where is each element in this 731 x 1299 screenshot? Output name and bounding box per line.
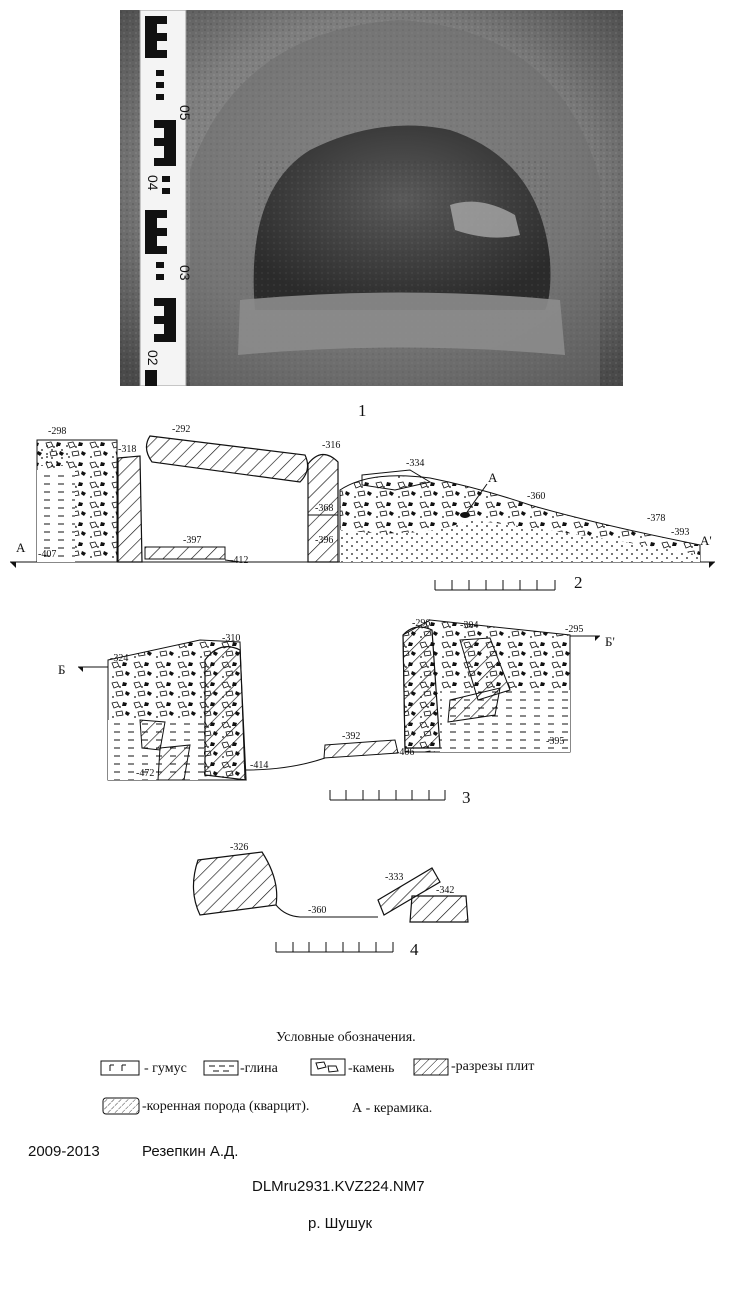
mark-318: -318 — [118, 444, 137, 455]
legend-ceramic-label: А - керамика. — [352, 1101, 433, 1116]
legend-slab-label: -разрезы плит — [451, 1059, 535, 1074]
mark-295: -295 — [565, 624, 584, 635]
ceramic-find-label: А — [488, 470, 498, 485]
legend-bedrock-label: -коренная порода (кварцит). — [142, 1099, 310, 1114]
legend-stone-label: -камень — [348, 1061, 395, 1076]
mark-342: -342 — [436, 885, 455, 896]
section-4-number: 4 — [410, 940, 419, 959]
scale-bar-2 — [435, 580, 555, 590]
slab-318 — [118, 456, 142, 562]
slab-310 — [205, 647, 246, 780]
scale-bar-4 — [276, 942, 393, 952]
mark-393: -393 — [671, 527, 690, 538]
section-2-end: А' — [700, 533, 712, 548]
legend-title: Условные обозначения. — [276, 1030, 416, 1045]
photo-number: 1 — [358, 401, 367, 420]
clay-symbol — [203, 1060, 239, 1076]
section-3-number: 3 — [462, 788, 471, 807]
mark-310: -310 — [222, 633, 241, 644]
slab-392 — [324, 740, 398, 758]
mark-304: -304 — [460, 620, 479, 631]
slab-342 — [410, 896, 468, 922]
mark-406: -406 — [396, 747, 415, 758]
mark-324: -324 — [110, 653, 129, 664]
section-3-end: Б' — [605, 634, 615, 649]
mark-368: -368 — [315, 503, 334, 514]
footer-code: DLMru2931.KVZ224.NM7 — [252, 1178, 425, 1195]
slab-section-symbol — [413, 1058, 449, 1076]
scale-bar-3 — [330, 790, 445, 800]
mark-396: -396 — [315, 535, 334, 546]
capstone-292 — [146, 436, 307, 482]
ruler-label-02: 02 — [145, 350, 161, 366]
mark-378: -378 — [647, 513, 666, 524]
mark-360-s4: -360 — [308, 905, 327, 916]
floor-slab-397 — [145, 547, 225, 559]
mark-316: -316 — [322, 440, 341, 451]
mark-412: -412 — [230, 555, 249, 566]
mark-298: -298 — [48, 426, 67, 437]
section-4 — [193, 842, 468, 959]
mark-407: -407 — [38, 549, 57, 560]
ruler-label-05: 05 — [177, 105, 193, 121]
footer-years: 2009-2013 — [28, 1143, 100, 1160]
legend-clay-label: -глина — [240, 1061, 278, 1076]
section-2-number: 2 — [574, 573, 583, 592]
stone-symbol — [310, 1058, 346, 1076]
ruler-label-03: 03 — [177, 265, 193, 281]
mark-472: -472 — [136, 768, 155, 779]
bedrock-symbol — [102, 1097, 140, 1115]
slab-326 — [193, 852, 276, 915]
section-3 — [58, 618, 615, 807]
mark-360: -360 — [527, 491, 546, 502]
mark-397: -397 — [183, 535, 202, 546]
mark-395: -395 — [546, 736, 565, 747]
ruler-label-04: 04 — [145, 175, 161, 191]
mark-292: -292 — [172, 424, 191, 435]
footer-author: Резепкин А.Д. — [142, 1143, 239, 1160]
mark-296: -296 — [412, 618, 431, 629]
mark-334: -334 — [406, 458, 425, 469]
mark-333: -333 — [385, 872, 404, 883]
mark-392: -392 — [342, 731, 361, 742]
section-2-start: А — [16, 540, 26, 555]
section-3-start: Б — [58, 662, 66, 677]
legend-humus-label: - гумус — [144, 1061, 187, 1076]
humus-symbol — [100, 1060, 140, 1076]
mark-414: -414 — [250, 760, 269, 771]
section-2 — [10, 424, 715, 592]
footer-place: р. Шушук — [308, 1215, 373, 1232]
mark-326: -326 — [230, 842, 249, 853]
